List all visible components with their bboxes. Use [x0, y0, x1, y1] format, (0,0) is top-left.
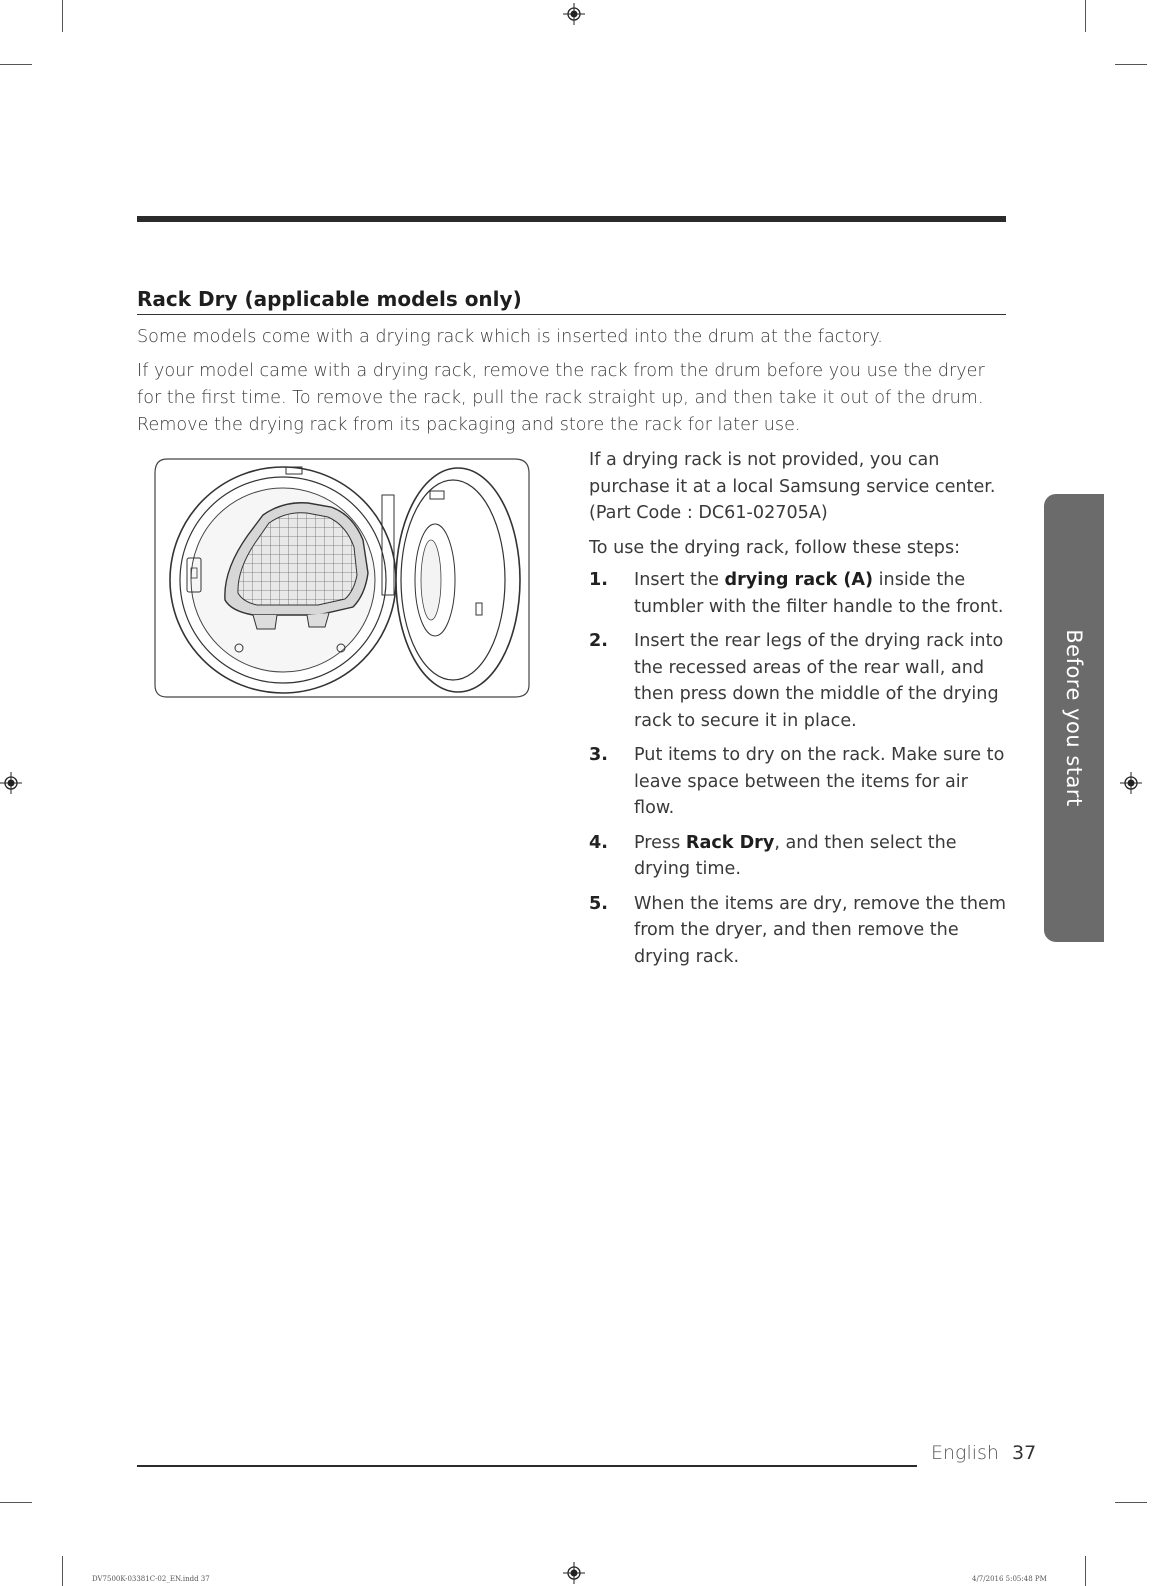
intro-paragraph: Some models come with a drying rack which is inserted into the drum at the factory.	[137, 327, 883, 347]
step-text: Put items to dry on the rack. Make sure to leave space between the items for air flow.	[634, 745, 1005, 818]
trim-mark	[62, 0, 63, 32]
section-title: Rack Dry (applicable models only)	[137, 286, 1006, 315]
purchase-note: If a drying rack is not provided, you can purchase it at a local Samsung service center. (Part Code : DC61-02705A)	[589, 450, 996, 523]
step-number: 5.	[589, 893, 608, 914]
step-number: 4.	[589, 832, 608, 853]
step-text: Insert the rear legs of the drying rack into the recessed areas of the rear wall, and then press down the middle of the drying rack to secure it in place.	[634, 631, 1004, 731]
trim-mark	[0, 64, 32, 65]
chapter-tab-label: Before you start	[1062, 629, 1086, 807]
step-text: Insert the	[634, 570, 725, 590]
list-item	[589, 628, 1009, 734]
footer-rule	[137, 1465, 917, 1467]
registration-mark-icon	[563, 1562, 585, 1584]
step-number: 3.	[589, 745, 608, 765]
page-number: 37	[1012, 1442, 1037, 1464]
trim-mark	[1115, 1502, 1147, 1503]
steps-lead: To use the drying rack, follow these steps:	[589, 537, 961, 558]
registration-mark-icon	[0, 772, 22, 794]
step-highlight: Rack Dry	[685, 832, 775, 853]
header-rule	[137, 216, 1006, 222]
list-item	[589, 567, 1009, 620]
registration-mark-icon	[563, 3, 585, 25]
step-number: 2.	[589, 631, 608, 651]
step-text: , and then select the drying time.	[634, 832, 957, 879]
step-text: Press	[634, 832, 686, 853]
chapter-tab	[1044, 494, 1104, 942]
print-slug-date: 4/7/2016 5:05:48 PM	[972, 1575, 1047, 1583]
trim-mark	[62, 1556, 63, 1586]
list-item	[589, 891, 1009, 971]
list-item	[589, 830, 1009, 883]
list-item	[589, 742, 1009, 822]
registration-mark-icon	[1120, 772, 1142, 794]
step-highlight: drying rack (A)	[724, 570, 874, 590]
footer-language: English	[931, 1442, 999, 1464]
step-number: 1.	[589, 570, 608, 590]
step-text: inside the tumbler with the filter handle to the front.	[634, 570, 1004, 617]
trim-mark	[1085, 1556, 1086, 1586]
trim-mark	[1115, 64, 1147, 65]
steps-list	[589, 567, 1009, 970]
body-paragraph: If your model came with a drying rack, remove the rack from the drum before you use the dryer for the first time. To remove the rack, pull the rack straight up, and then take it out of the drum. Remove the drying rack from its packaging and store the rack for later use.	[137, 361, 985, 435]
trim-mark	[0, 1502, 32, 1503]
dryer-rack-illustration	[153, 455, 533, 700]
trim-mark	[1085, 0, 1086, 32]
step-text: When the items are dry, remove the them from the dryer, and then remove the drying rack.	[634, 893, 1007, 967]
print-slug-file: DV7500K-03381C-02_EN.indd 37	[92, 1575, 210, 1583]
instructions-column	[589, 447, 1009, 978]
